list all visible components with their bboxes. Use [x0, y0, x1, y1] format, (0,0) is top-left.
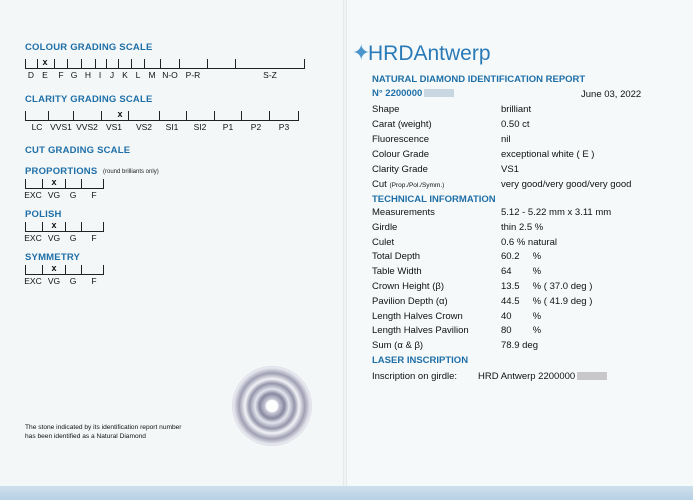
grade-label: G [69, 233, 77, 243]
footer-line-1: The stone indicated by its identification report number [25, 424, 182, 431]
proportions-title: PROPORTIONS [25, 166, 98, 177]
row-value: 5.12 - 5.22 mm x 3.11 mm [501, 207, 612, 218]
hologram-seal [232, 366, 312, 446]
scale-tick [65, 222, 66, 232]
grade-label: D [27, 70, 35, 80]
polish-title: POLISH [25, 209, 62, 220]
row-label: Length Halves Pavilion [372, 325, 469, 337]
row-label: Shape [372, 104, 400, 115]
scale-tick [103, 222, 104, 232]
row-value: very good/very good/very good [501, 179, 632, 190]
scale-tick [103, 179, 104, 189]
scale-tick [73, 111, 74, 121]
scale-tick [159, 111, 160, 121]
scale-tick [25, 111, 26, 121]
laser-title: LASER INSCRIPTION [372, 355, 469, 366]
grade-label: N-O [162, 70, 178, 80]
row-value: 80 % [501, 325, 542, 337]
scale-tick [298, 111, 299, 121]
scale-tick [25, 179, 26, 189]
row-value: 40 % [501, 310, 542, 322]
scale-line [25, 231, 103, 232]
grade-label: I [98, 70, 102, 80]
symmetry-title: SYMMETRY [25, 252, 81, 263]
scale-tick [67, 59, 68, 69]
scale-tick [42, 222, 43, 232]
row-label: Total Depth [372, 251, 421, 263]
scale-tick [235, 59, 236, 69]
row-value: 13.5 % ( 37.0 deg ) [501, 281, 593, 292]
scale-tick [65, 179, 66, 189]
footer-line-2: has been identified as a Natural Diamond [25, 433, 146, 440]
grade-label: G [70, 70, 78, 80]
row-label: Culet [372, 236, 395, 248]
row-value: thin 2.5 % [501, 221, 544, 233]
row-value: exceptional white ( E ) [501, 149, 595, 160]
scale-tick [54, 59, 55, 69]
row-value: 64 % [501, 266, 542, 278]
report-title: NATURAL DIAMOND IDENTIFICATION REPORT [372, 74, 586, 85]
row-label: Colour Grade [372, 149, 430, 160]
grade-label: EXC [24, 276, 42, 286]
scale-tick [128, 111, 129, 121]
row-value: 44.5 % ( 41.9 deg ) [501, 295, 593, 307]
grade-mark: x [51, 177, 57, 187]
grade-mark: x [51, 220, 57, 230]
grade-label: L [135, 70, 141, 80]
grade-label: EXC [24, 233, 42, 243]
star-logo-icon: ✦ [352, 40, 371, 65]
row-label: Measurements [372, 207, 435, 218]
technical-title: TECHNICAL INFORMATION [372, 194, 496, 205]
row-label: Cut (Prop./Pol./Symm.) [372, 179, 445, 190]
row-label: Pavilion Depth (α) [372, 295, 448, 307]
scale-tick [95, 59, 96, 69]
grade-label: G [69, 276, 77, 286]
grade-label: VVS2 [76, 122, 98, 132]
grade-label: VVS1 [50, 122, 72, 132]
grade-mark: x [51, 263, 57, 273]
row-value: 78.9 deg [501, 340, 538, 352]
scale-tick [25, 222, 26, 232]
bottom-band [0, 486, 693, 500]
clarity-scale-title: CLARITY GRADING SCALE [25, 94, 153, 105]
grade-label: P2 [250, 122, 262, 132]
grade-label: SI1 [165, 122, 179, 132]
grade-label: EXC [24, 190, 42, 200]
scale-tick [81, 179, 82, 189]
row-value: brilliant [501, 104, 532, 115]
grade-label: VS2 [135, 122, 153, 132]
row-value: nil [501, 134, 511, 145]
grade-label: VS1 [105, 122, 123, 132]
row-label: Girdle [372, 221, 398, 233]
scale-tick [144, 59, 145, 69]
scale-tick [42, 265, 43, 275]
grade-label: F [91, 190, 97, 200]
grade-mark: x [42, 57, 48, 67]
scale-tick [186, 111, 187, 121]
scale-tick [25, 59, 26, 69]
scale-tick [25, 265, 26, 275]
scale-tick [160, 59, 161, 69]
scale-tick [269, 111, 270, 121]
row-label: Sum (α & β) [372, 340, 424, 352]
grade-label: H [84, 70, 92, 80]
scale-tick [131, 59, 132, 69]
grade-label: VG [47, 233, 61, 243]
scale-tick [179, 59, 180, 69]
scale-tick [65, 265, 66, 275]
scale-tick [37, 59, 38, 69]
grade-label: LC [31, 122, 43, 132]
grade-label: P-R [185, 70, 201, 80]
grade-label: E [42, 70, 48, 80]
cut-scale-title: CUT GRADING SCALE [25, 145, 131, 156]
scale-tick [81, 265, 82, 275]
scale-tick [81, 222, 82, 232]
grade-label: VG [47, 190, 61, 200]
grade-label: G [69, 190, 77, 200]
scale-tick [241, 111, 242, 121]
grade-label: F [91, 276, 97, 286]
scale-tick [101, 111, 102, 121]
redacted-block [424, 89, 454, 97]
scale-tick [103, 265, 104, 275]
row-label: Crown Height (β) [372, 281, 444, 292]
scale-line [25, 188, 103, 189]
report-number [372, 88, 454, 99]
row-label: Length Halves Crown [372, 310, 463, 322]
scale-tick [81, 59, 82, 69]
scale-tick [118, 59, 119, 69]
grade-label: F [58, 70, 64, 80]
report-number-text: N° 2200000 [372, 88, 423, 99]
row-value: VS1 [501, 164, 519, 175]
report-date: June 03, 2022 [581, 89, 642, 100]
grade-label: P3 [278, 122, 290, 132]
grade-label: M [148, 70, 156, 80]
grade-label: S-Z [263, 70, 277, 80]
scale-tick [106, 59, 107, 69]
row-label: Clarity Grade [372, 164, 428, 175]
scale-tick [304, 59, 305, 69]
grade-label: SI2 [193, 122, 207, 132]
row-sublabel: (Prop./Pol./Symm.) [389, 182, 445, 189]
scale-line [25, 274, 103, 275]
colour-scale-title: COLOUR GRADING SCALE [25, 42, 153, 53]
row-value: 0.6 % natural [501, 236, 557, 248]
row-label: Fluorescence [372, 134, 430, 145]
grade-label: J [109, 70, 115, 80]
brand-logo: HRDAntwerp [368, 42, 491, 65]
grade-label: VG [47, 276, 61, 286]
scale-line [25, 120, 298, 121]
scale-tick [207, 59, 208, 69]
inscription-value [478, 371, 607, 382]
grade-mark: x [117, 109, 123, 119]
scale-tick [42, 179, 43, 189]
scale-tick [48, 111, 49, 121]
row-value: 0.50 ct [501, 119, 530, 130]
grade-label: K [122, 70, 128, 80]
proportions-note: (round brilliants only) [103, 169, 159, 175]
page-spine [343, 0, 347, 500]
row-label: Table Width [372, 266, 422, 278]
row-label: Carat (weight) [372, 119, 432, 130]
inscription-value-text: HRD Antwerp 2200000 [478, 371, 576, 382]
row-value: 60.2 % [501, 251, 542, 263]
inscription-label: Inscription on girdle: [372, 371, 458, 382]
grade-label: P1 [222, 122, 234, 132]
grade-label: F [91, 233, 97, 243]
redacted-block [577, 372, 607, 380]
scale-tick [214, 111, 215, 121]
